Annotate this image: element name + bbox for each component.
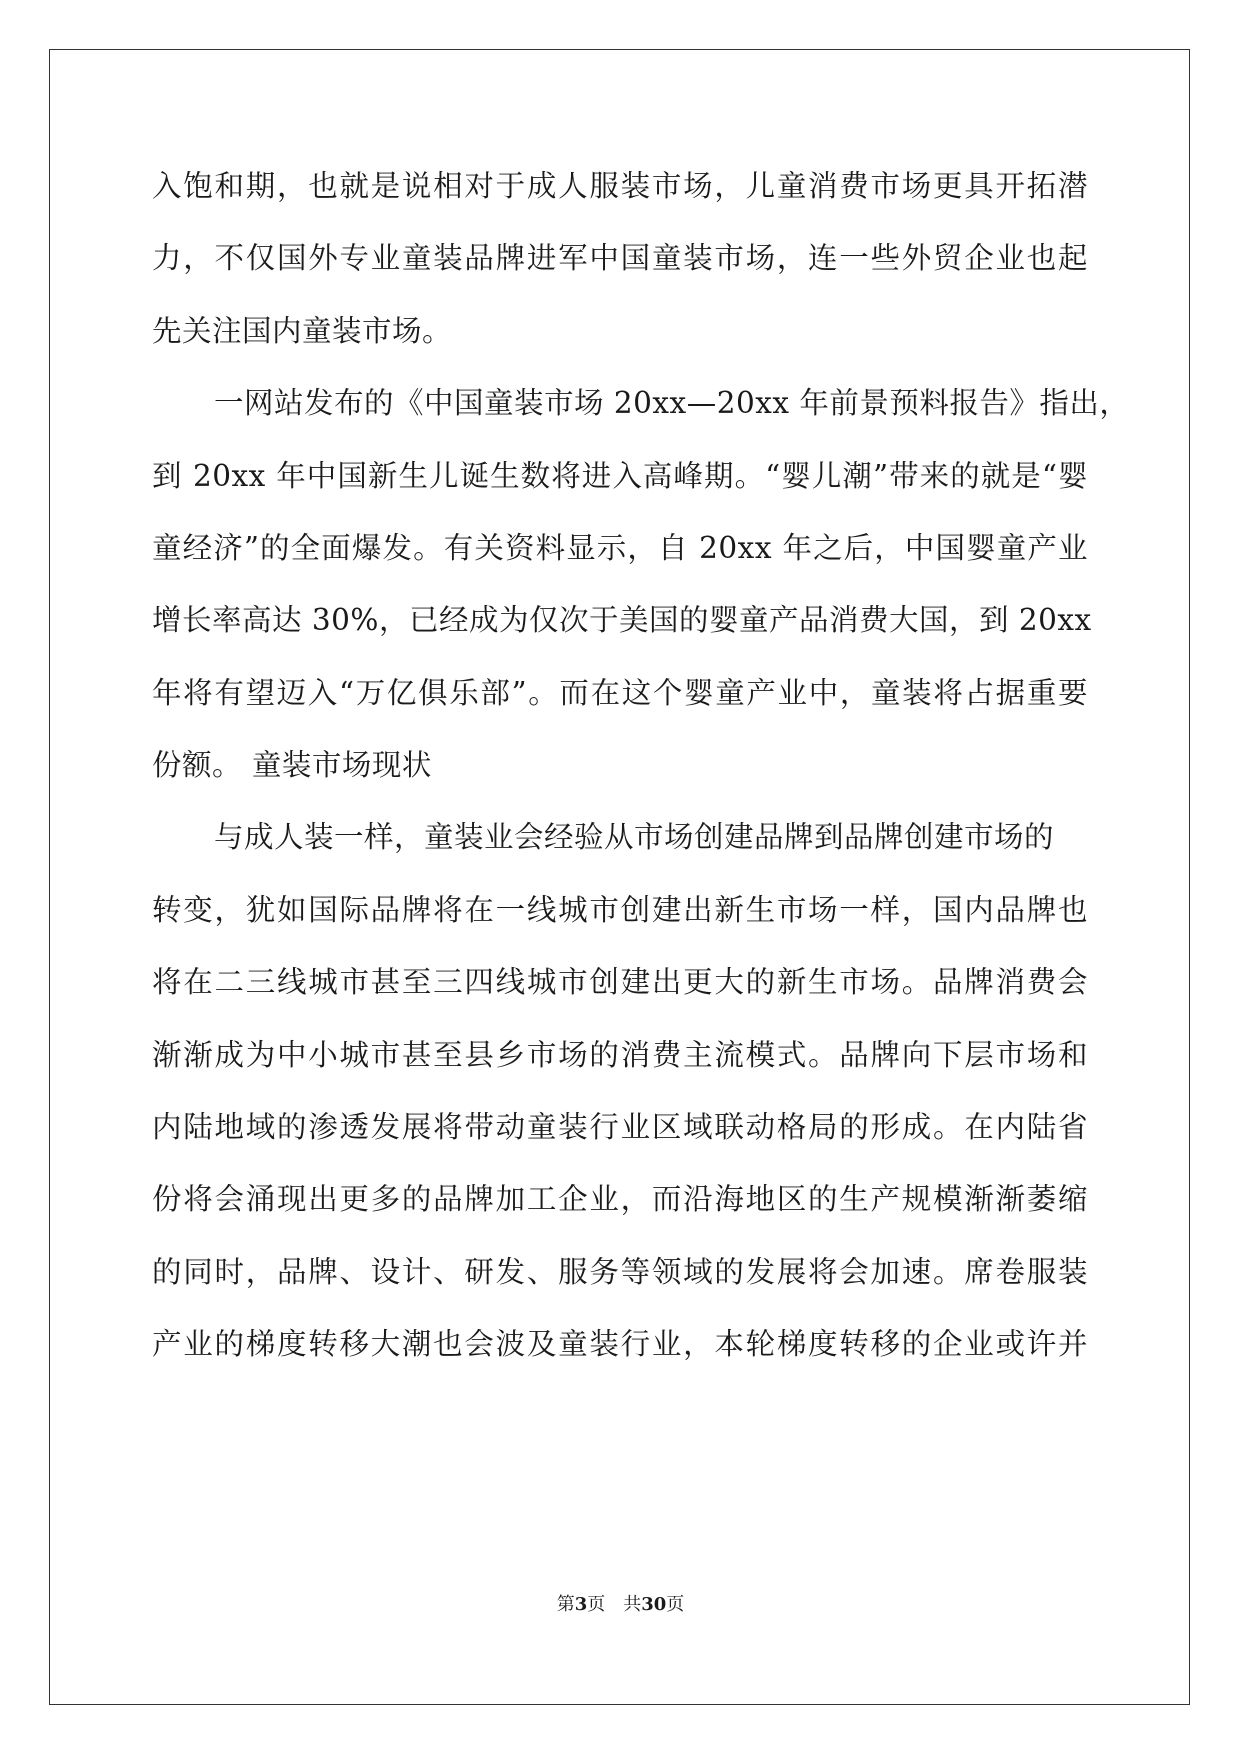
text-line: 力，不仅国外专业童装品牌进军中国童装市场，连一些外贸企业也起 [152, 241, 1088, 275]
current-page-number: 3 [574, 1594, 588, 1615]
page-prefix: 第 [556, 1594, 575, 1615]
text-line: 的同时，品牌、设计、研发、服务等领域的发展将会加速。席卷服装 [152, 1255, 1088, 1289]
text-line: 增长率高达 30%，已经成为仅次于美国的婴童产品消费大国，到 20xx [152, 603, 1092, 637]
text-line: 入饱和期，也就是说相对于成人服装市场，儿童消费市场更具开拓潜 [152, 169, 1088, 203]
page-border [49, 49, 1190, 1705]
paragraph-start-line: 一网站发布的《中国童装市场 20xx—20xx 年前景预料报告》指出， [214, 386, 1130, 420]
text-line: 转变，犹如国际品牌将在一线城市创建出新生市场一样，国内品牌也 [152, 893, 1088, 927]
text-line: 童经济”的全面爆发。有关资料显示，自 20xx 年之后，中国婴童产业 [152, 531, 1088, 565]
paragraph-start-line: 与成人装一样，童装业会经验从市场创建品牌到品牌创建市场的 [214, 820, 1055, 854]
text-line: 渐渐成为中小城市甚至县乡市场的消费主流模式。品牌向下层市场和 [152, 1038, 1088, 1072]
page-footer [0, 1593, 1241, 1617]
text-line: 到 20xx 年中国新生儿诞生数将进入高峰期。“婴儿潮”带来的就是“婴 [152, 459, 1088, 493]
text-line: 年将有望迈入“万亿俱乐部”。而在这个婴童产业中，童装将占据重要 [152, 676, 1088, 710]
text-line: 份将会涌现出更多的品牌加工企业，而沿海地区的生产规模渐渐萎缩 [152, 1182, 1088, 1216]
page-suffix: 页 [666, 1594, 685, 1615]
text-line: 先关注国内童装市场。 [152, 314, 453, 348]
text-line: 将在二三线城市甚至三四线城市创建出更大的新生市场。品牌消费会 [152, 965, 1088, 999]
text-line: 份额。 童装市场现状 [152, 748, 432, 782]
text-line: 产业的梯度转移大潮也会波及童装行业，本轮梯度转移的企业或许并 [152, 1327, 1088, 1361]
page-separator: 页 共 [587, 1594, 642, 1615]
text-line: 内陆地域的渗透发展将带动童装行业区域联动格局的形成。在内陆省 [152, 1110, 1088, 1144]
total-pages-number: 30 [641, 1594, 667, 1615]
